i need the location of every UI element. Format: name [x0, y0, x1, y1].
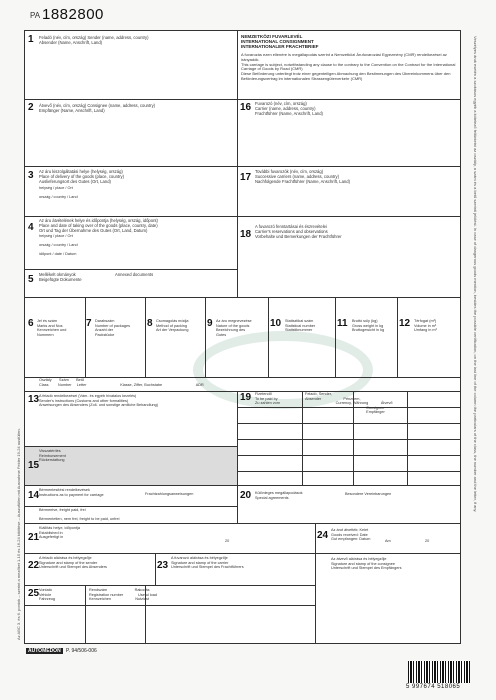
box-12-number: 12: [399, 318, 411, 329]
box-13-number: 13: [28, 394, 40, 405]
box-8-number: 8: [147, 318, 153, 329]
box-21-label: Kiállítás helye, időpontja Established in Ausgefertigt in: [39, 526, 80, 540]
box-21-year: 20: [225, 539, 230, 543]
box-5-number: 5: [28, 274, 34, 285]
box-24-number: 24: [317, 530, 329, 541]
box-9-label: Az áru megnevezése Nature of the goods Bezeichnung des Gutes: [216, 319, 252, 337]
box-5-annexed: Annexed documents: [115, 272, 154, 277]
box-4-label: Az áru átvételének helye és időpontja (helység, ország, időpont) Place and date of taking over of the goods (place, country, date) Ort und Tag der Übernahme des Gutes (Ort, Land, Datum): [39, 218, 158, 233]
box-23-number: 23: [157, 560, 169, 571]
box-3-sub: helység / place / Ort ország / country / Land: [39, 186, 78, 200]
box-14-lines: Bérmentve, freight paid, frei Bérmentetlen, nem frei, freight to be paid, unfrei: [39, 508, 120, 522]
box-13-label: A feladó rendelkezései (Vám- és egyéb hivatalos kezelés) Sender's instructions (Customs and other formalities) Anweisungen des Absenders (Zoll- und sonstige amtliche Behandlung): [39, 394, 159, 408]
box-25-label: Vontató Vehicle Fahrzeug: [39, 588, 56, 602]
convention-text: A fuvarozás ezen ellenére is megállapodás szerint a Nemzetközi Árufuvarozási Egyezmény (CMR) rendelkezései az irányadók. This carriage is subject, notwithstanding any clause to the contrary to the Convention on the Contract for the International Carriage of Goods by Road (CMR) Diese Beförderung unterliegt trotz einer gegenteiligen Abmachung den Bestimmungen des Übereinkommens über den Beförderungsvertrag im internationalen Strassengüterverkehr (CMR): [241, 52, 456, 81]
box-16-label: Fuvarozó (név, cím, ország) Carrier (name, address, country) Frachtführer (Name, Anschrift, Land): [255, 101, 323, 116]
box-23-label: A fuvarozó aláírása és bélyegzője Signature and stamp of the carrier Unterschrift und Stempel des Frachtführers: [171, 556, 244, 570]
brand-logo: AUTOMEDON: [28, 648, 61, 654]
cmr-form: [24, 30, 461, 644]
box-4-number: 4: [28, 222, 34, 233]
box-4-sub: helység / place / Ort ország / country / Land időpont / date / Datum: [39, 234, 78, 257]
box-16-number: 16: [240, 102, 252, 113]
form-number: 1882800: [42, 6, 104, 23]
box-7-number: 7: [86, 318, 92, 329]
box-3-label: Az áru kiszolgáltatási helye (helység, ország) Place of delivery of the goods (place, country) Auslieferungsort des Gutes (Ort, Land): [39, 169, 124, 184]
side-text-left: Az ABC 3. és 6. pontok – szerint a mezőket 1-15 és 16-24 kitöltése – Auszufüllen mit Ausnahme Felder 19-24 ausfüllen.: [16, 428, 21, 640]
form-prefix: PA: [30, 11, 41, 20]
barcode: [408, 661, 470, 683]
box-17-number: 17: [240, 172, 252, 183]
box-24-year: 20: [425, 539, 430, 543]
box-24-signature: Az átvevő aláírása és bélyegzője Signature and stamp of the consignee Unterschrift und Stempel des Empfängers: [331, 557, 402, 571]
box-25-number: 25: [28, 588, 40, 599]
box-12-label: Térfogat (m³) Volume in m³ Umfang in m³: [414, 319, 437, 333]
box-2-label: Átvevő (név, cím, ország) Consignee (name, address, country) Empfänger (Name, Anschrift, Land): [39, 103, 156, 113]
form-code: P. 94/506-006: [66, 648, 97, 654]
box-6-label: Jel és szám Marks and Nos Kennzeichen und Nummern: [37, 319, 67, 337]
box-10-label: Statisztikai szám Statistical number Statistiknummer: [285, 319, 316, 333]
box-24-label: Az árut átvették: Kelet Goods received: Date Gut empfangen: Datum: [331, 528, 371, 542]
box-1-label: Feladó (név, cím, ország) Sender (name, address, country) Absender (Name, Anschrift, Land): [39, 35, 149, 45]
box-5-label: Mellékelt okmányok Beigefügte Dokumente: [39, 272, 82, 282]
box-24-am: Am: [385, 539, 391, 543]
box-17-label: További fuvarozók (név, cím, ország) Successive carriers (name, address, country) Nachfolgende Frachtführer (Name, Anschrift, Land): [255, 169, 350, 184]
box-10-number: 10: [270, 318, 282, 329]
box-21-number: 21: [28, 532, 40, 543]
box-25-cols: Rendszám Rakodás Registration number Useful load Kennzeichen Nutzlast: [89, 588, 157, 602]
box-7-label: Darabszám Number of packages Anzahl der Packstücke: [95, 319, 131, 337]
box-18-label: A fuvarozó fenntartásai és észrevételei Carrier's reservations and observations Vorbehalte und Bemerkungen der Frachtführer: [255, 224, 342, 239]
box-18-number: 18: [240, 229, 252, 240]
box-8-label: Csomagolás módja Method of packing Art der Verpackung: [156, 319, 189, 333]
title-line-1: NEMZETKÖZI FUVARLEVÉL: [241, 34, 303, 39]
box-20-number: 20: [240, 490, 252, 501]
barcode-number: 5 997674 518065: [406, 684, 461, 690]
box-19-label: Fizetendő To be paid by Zu zahlen vom: [255, 392, 280, 406]
title-line-2: INTERNATIONAL CONSIGNMENT: [241, 39, 314, 45]
box-1-number: 1: [28, 34, 34, 45]
box-20-label: Különleges megállapodások Special agreements: [255, 491, 303, 500]
box-2-number: 2: [28, 102, 34, 113]
box-22-label: A feladó aláírása és bélyegzője Signature and stamp of the sender Unterschrift und Stempel des Absenders: [39, 556, 107, 570]
box-11-label: Bruttó súly (kg) Gross weight in kg Bruttogewicht in kg: [352, 319, 385, 333]
box-19-number: 19: [240, 392, 252, 403]
box-11-number: 11: [337, 318, 348, 329]
box-6-number: 6: [28, 318, 34, 329]
box-20-de: Besondere Vereinbarungen: [345, 492, 392, 496]
box-15-number: 15: [28, 460, 40, 471]
box-14-number: 14: [28, 490, 40, 501]
side-text-right: Veszélyes áruk esetén a szokásos egyéb a kötelező feltüntetni az osztály, a szám és a betű szerinti jelölést. In case of dangerous goods mention, besides the possible certification, on the last line of the column the particulars of the class, the number and the letter, if any.: [473, 36, 478, 513]
box-14-label: Bérmentesítési rendelkezések Instructions as to payment for carriage: [39, 488, 104, 497]
box-3-number: 3: [28, 170, 34, 181]
adr-class-row: Osztály Szám Betű Class Number Letter Klasse, Ziffer, Buchstabe ADR: [39, 378, 204, 387]
title-line-3: INTERNATIONALER FRACHTBRIEF: [241, 44, 319, 50]
box-19-cols: Feladó, Sender, Absender Pénznem, Currency, Währung Átvevő Consignee Empfänger: [305, 392, 393, 415]
box-15-label: Visszatérítés Reimbursement Rückerstattung: [39, 449, 66, 463]
box-9-number: 9: [207, 318, 213, 329]
box-22-number: 22: [28, 560, 40, 571]
box-14-de: Frachtzahlungsanweisungen: [145, 492, 194, 496]
